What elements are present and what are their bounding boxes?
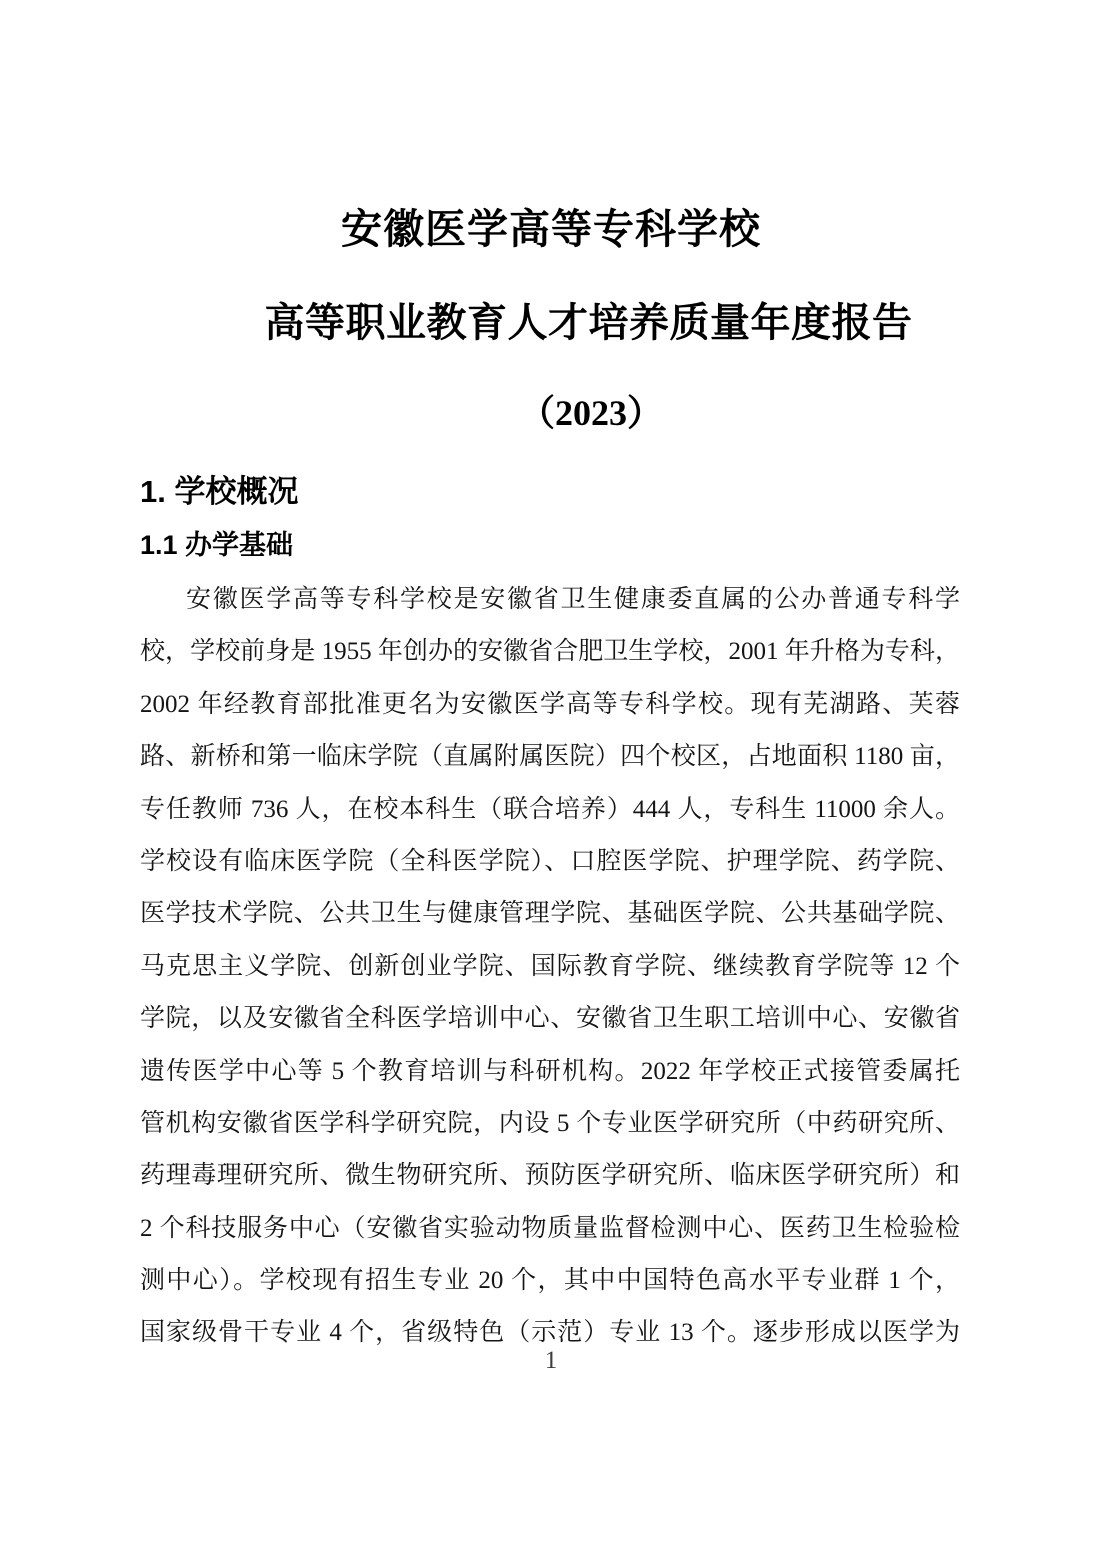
paragraph-line: 医学技术学院、公共卫生与健康管理学院、基础医学院、公共基础学院、 bbox=[140, 900, 960, 928]
paragraph-line: 遗传医学中心等 5 个教育培训与科研机构。2022 年学校正式接管委属托 bbox=[140, 1057, 960, 1085]
paragraph-line: 安徽医学高等专科学校是安徽省卫生健康委直属的公办普通专科学 bbox=[186, 586, 960, 613]
paragraph-line: 学校设有临床医学院（全科医学院）、口腔医学院、护理学院、药学院、 bbox=[140, 847, 960, 875]
document-title-line-1: 安徽医学高等专科学校 bbox=[341, 206, 761, 252]
section-heading: 1. 学校概况 bbox=[140, 474, 299, 509]
paragraph-line: 路、新桥和第一临床学院（直属附属医院）四个校区，占地面积 1180 亩， bbox=[140, 743, 960, 771]
body-paragraph bbox=[140, 574, 960, 1360]
page-number: 1 bbox=[544, 1347, 558, 1374]
subsection-heading: 1.1 办学基础 bbox=[140, 530, 294, 560]
paragraph-line: 马克思主义学院、创新创业学院、国际教育学院、继续教育学院等 12 个 bbox=[140, 952, 960, 980]
paragraph-line: 校，学校前身是 1955 年创办的安徽省合肥卫生学校，2001 年升格为专科， bbox=[140, 638, 960, 666]
paragraph-line: 学院，以及安徽省全科医学培训中心、安徽省卫生职工培训中心、安徽省 bbox=[140, 1005, 960, 1033]
paragraph-line: 2002 年经教育部批准更名为安徽医学高等专科学校。现有芜湖路、芙蓉 bbox=[140, 690, 960, 718]
document-title-line-2: 高等职业教育人才培养质量年度报告 bbox=[264, 301, 913, 345]
document-title-year: （2023） bbox=[518, 393, 663, 433]
paragraph-line: 国家级骨干专业 4 个，省级特色（示范）专业 13 个。逐步形成以医学为 bbox=[140, 1319, 960, 1347]
paragraph-line: 管机构安徽省医学科学研究院，内设 5 个专业医学研究所（中药研究所、 bbox=[140, 1109, 960, 1137]
paragraph-line: 2 个科技服务中心（安徽省实验动物质量监督检测中心、医药卫生检验检 bbox=[140, 1214, 960, 1242]
paragraph-line: 测中心）。学校现有招生专业 20 个，其中中国特色高水平专业群 1 个， bbox=[140, 1267, 960, 1295]
paragraph-line: 专任教师 736 人，在校本科生（联合培养）444 人，专科生 11000 余人。 bbox=[140, 795, 960, 823]
paragraph-line: 药理毒理研究所、微生物研究所、预防医学研究所、临床医学研究所）和 bbox=[140, 1162, 960, 1190]
